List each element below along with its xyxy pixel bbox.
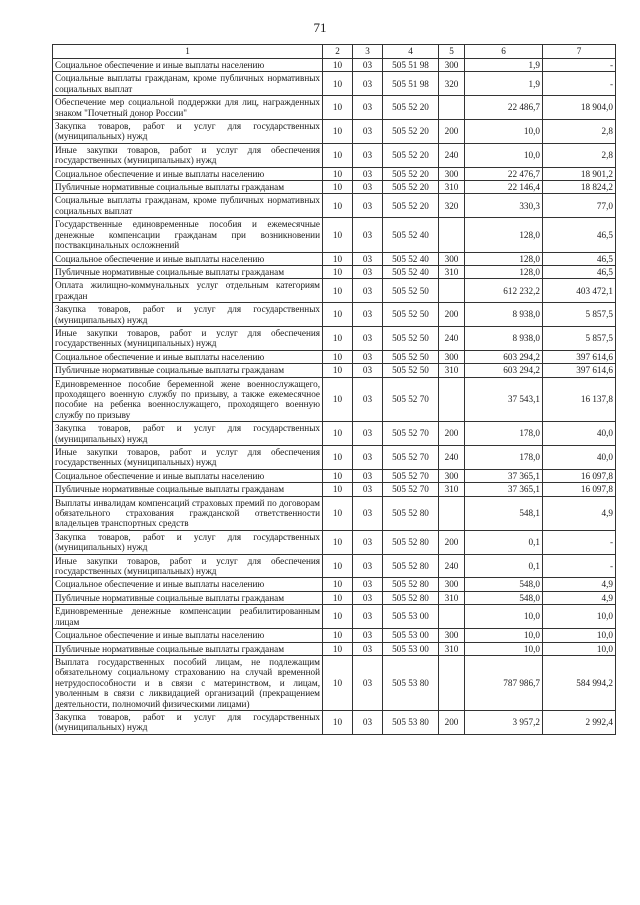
row-section: 10 — [323, 218, 353, 252]
row-expense-type — [439, 655, 465, 710]
row-target-code: 505 52 80 — [383, 591, 439, 604]
row-target-code: 505 52 20 — [383, 143, 439, 167]
row-section: 10 — [323, 377, 353, 422]
row-actual-amount: - — [543, 72, 616, 96]
row-subsection: 03 — [353, 710, 383, 734]
row-name: Закупка товаров, работ и услуг для государственных (муниципальных) нужд — [53, 120, 323, 144]
row-section: 10 — [323, 554, 353, 578]
row-target-code: 505 52 50 — [383, 279, 439, 303]
row-subsection: 03 — [353, 303, 383, 327]
row-subsection: 03 — [353, 120, 383, 144]
row-target-code: 505 52 70 — [383, 422, 439, 446]
row-actual-amount: 18 901,2 — [543, 167, 616, 180]
row-subsection: 03 — [353, 377, 383, 422]
row-expense-type: 240 — [439, 554, 465, 578]
row-actual-amount: 18 824,2 — [543, 181, 616, 194]
row-actual-amount: 4,9 — [543, 591, 616, 604]
row-name: Выплата государственных пособий лицам, не подлежащим обязательному социальному страхованию на случай временной нетрудоспособности и в связи с материнством, и лицам, уволенным в связи с ликвидацией организаций (прекращением деятельности, полномочий физическими лицами) — [53, 655, 323, 710]
row-name: Публичные нормативные социальные выплаты гражданам — [53, 483, 323, 496]
row-target-code: 505 52 20 — [383, 167, 439, 180]
row-subsection: 03 — [353, 578, 383, 591]
row-expense-type — [439, 279, 465, 303]
table-row — [53, 629, 616, 642]
col-header-6: 6 — [465, 45, 543, 59]
row-target-code: 505 52 50 — [383, 326, 439, 350]
row-section: 10 — [323, 120, 353, 144]
row-section: 10 — [323, 167, 353, 180]
row-expense-type: 200 — [439, 120, 465, 144]
col-header-1: 1 — [53, 45, 323, 59]
row-plan-amount: 178,0 — [465, 446, 543, 470]
row-target-code: 505 52 40 — [383, 265, 439, 278]
table-body — [53, 59, 616, 735]
row-expense-type — [439, 377, 465, 422]
page-number: 71 — [313, 20, 327, 35]
row-plan-amount: 0,1 — [465, 530, 543, 554]
col-header-4: 4 — [383, 45, 439, 59]
table-row — [53, 496, 616, 530]
row-subsection: 03 — [353, 364, 383, 377]
row-target-code: 505 52 80 — [383, 578, 439, 591]
row-plan-amount: 787 986,7 — [465, 655, 543, 710]
row-section: 10 — [323, 496, 353, 530]
row-expense-type: 300 — [439, 578, 465, 591]
budget-table — [52, 44, 616, 735]
table-row — [53, 72, 616, 96]
row-expense-type: 300 — [439, 469, 465, 482]
row-name: Обеспечение мер социальной поддержки для лиц, награжденных знаком "Почетный донор России" — [53, 96, 323, 120]
table-row — [53, 120, 616, 144]
table-row — [53, 642, 616, 655]
row-name: Оплата жилищно-коммунальных услуг отдельным категориям граждан — [53, 279, 323, 303]
row-actual-amount: 403 472,1 — [543, 279, 616, 303]
table-row — [53, 446, 616, 470]
row-subsection: 03 — [353, 605, 383, 629]
row-subsection: 03 — [353, 655, 383, 710]
row-name: Государственные единовременные пособия и ежемесячные денежные компенсации гражданам при возникновении поствакцинальных осложнений — [53, 218, 323, 252]
row-section: 10 — [323, 194, 353, 218]
row-expense-type: 200 — [439, 710, 465, 734]
row-target-code: 505 52 70 — [383, 377, 439, 422]
row-target-code: 505 53 00 — [383, 629, 439, 642]
row-section: 10 — [323, 591, 353, 604]
row-subsection: 03 — [353, 629, 383, 642]
row-subsection: 03 — [353, 265, 383, 278]
row-name: Социальное обеспечение и иные выплаты населению — [53, 350, 323, 363]
row-actual-amount: 10,0 — [543, 605, 616, 629]
row-name: Единовременное пособие беременной жене военнослужащего, проходящего военную службу по призыву, а также ежемесячное пособие на ребенка военнослужащего, проходящего военную службу по призыву — [53, 377, 323, 422]
row-target-code: 505 52 20 — [383, 181, 439, 194]
row-expense-type: 310 — [439, 265, 465, 278]
row-subsection: 03 — [353, 350, 383, 363]
row-section: 10 — [323, 469, 353, 482]
row-name: Социальные выплаты гражданам, кроме публичных нормативных социальных выплат — [53, 194, 323, 218]
row-plan-amount: 3 957,2 — [465, 710, 543, 734]
row-name: Выплаты инвалидам компенсаций страховых премий по договорам обязательного страхования гражданской ответственности владельцев транспортных средств — [53, 496, 323, 530]
table-row — [53, 96, 616, 120]
row-plan-amount: 128,0 — [465, 218, 543, 252]
row-actual-amount: 40,0 — [543, 446, 616, 470]
row-plan-amount: 612 232,2 — [465, 279, 543, 303]
row-name: Закупка товаров, работ и услуг для государственных (муниципальных) нужд — [53, 710, 323, 734]
row-section: 10 — [323, 710, 353, 734]
row-name: Иные закупки товаров, работ и услуг для обеспечения государственных (муниципальных) нужд — [53, 143, 323, 167]
row-name: Социальное обеспечение и иные выплаты населению — [53, 167, 323, 180]
row-target-code: 505 52 20 — [383, 194, 439, 218]
row-subsection: 03 — [353, 143, 383, 167]
row-expense-type: 320 — [439, 72, 465, 96]
row-section: 10 — [323, 629, 353, 642]
table-row — [53, 265, 616, 278]
table-row — [53, 377, 616, 422]
row-plan-amount: 1,9 — [465, 72, 543, 96]
row-target-code: 505 52 80 — [383, 554, 439, 578]
row-actual-amount: 16 097,8 — [543, 469, 616, 482]
row-subsection: 03 — [353, 59, 383, 72]
row-expense-type — [439, 96, 465, 120]
row-actual-amount: 397 614,6 — [543, 364, 616, 377]
row-actual-amount: 77,0 — [543, 194, 616, 218]
row-actual-amount: 18 904,0 — [543, 96, 616, 120]
table-row — [53, 554, 616, 578]
row-name: Закупка товаров, работ и услуг для государственных (муниципальных) нужд — [53, 530, 323, 554]
row-plan-amount: 548,1 — [465, 496, 543, 530]
row-actual-amount: - — [543, 530, 616, 554]
table-row — [53, 279, 616, 303]
col-header-2: 2 — [323, 45, 353, 59]
table-row — [53, 710, 616, 734]
row-section: 10 — [323, 446, 353, 470]
row-subsection: 03 — [353, 469, 383, 482]
row-name: Публичные нормативные социальные выплаты гражданам — [53, 265, 323, 278]
row-section: 10 — [323, 326, 353, 350]
table-row — [53, 218, 616, 252]
row-target-code: 505 52 70 — [383, 483, 439, 496]
row-expense-type: 200 — [439, 422, 465, 446]
row-target-code: 505 51 98 — [383, 72, 439, 96]
row-name: Публичные нормативные социальные выплаты гражданам — [53, 181, 323, 194]
row-section: 10 — [323, 483, 353, 496]
row-section: 10 — [323, 252, 353, 265]
row-section: 10 — [323, 279, 353, 303]
table-row — [53, 326, 616, 350]
row-plan-amount: 128,0 — [465, 265, 543, 278]
table-row — [53, 364, 616, 377]
row-name: Иные закупки товаров, работ и услуг для обеспечения государственных (муниципальных) нужд — [53, 326, 323, 350]
table-row — [53, 578, 616, 591]
row-target-code: 505 52 40 — [383, 252, 439, 265]
row-subsection: 03 — [353, 446, 383, 470]
row-subsection: 03 — [353, 96, 383, 120]
row-expense-type: 310 — [439, 181, 465, 194]
table-row — [53, 194, 616, 218]
row-plan-amount: 10,0 — [465, 642, 543, 655]
row-name: Публичные нормативные социальные выплаты гражданам — [53, 364, 323, 377]
row-section: 10 — [323, 655, 353, 710]
table-row — [53, 469, 616, 482]
row-subsection: 03 — [353, 496, 383, 530]
row-name: Иные закупки товаров, работ и услуг для обеспечения государственных (муниципальных) нужд — [53, 554, 323, 578]
row-expense-type: 300 — [439, 59, 465, 72]
row-actual-amount: 10,0 — [543, 642, 616, 655]
row-target-code: 505 52 80 — [383, 530, 439, 554]
row-subsection: 03 — [353, 326, 383, 350]
row-expense-type: 240 — [439, 446, 465, 470]
row-subsection: 03 — [353, 194, 383, 218]
row-plan-amount: 8 938,0 — [465, 303, 543, 327]
table-row — [53, 167, 616, 180]
col-header-7: 7 — [543, 45, 616, 59]
row-plan-amount: 22 486,7 — [465, 96, 543, 120]
row-actual-amount: 16 097,8 — [543, 483, 616, 496]
row-actual-amount: 4,9 — [543, 578, 616, 591]
row-plan-amount: 8 938,0 — [465, 326, 543, 350]
col-header-3: 3 — [353, 45, 383, 59]
row-actual-amount: 46,5 — [543, 218, 616, 252]
row-actual-amount: 5 857,5 — [543, 303, 616, 327]
row-name: Социальное обеспечение и иные выплаты населению — [53, 59, 323, 72]
table-row — [53, 655, 616, 710]
row-name: Закупка товаров, работ и услуг для государственных (муниципальных) нужд — [53, 303, 323, 327]
table-row — [53, 252, 616, 265]
row-plan-amount: 10,0 — [465, 120, 543, 144]
row-expense-type — [439, 496, 465, 530]
row-actual-amount: 4,9 — [543, 496, 616, 530]
row-subsection: 03 — [353, 483, 383, 496]
row-plan-amount: 10,0 — [465, 629, 543, 642]
table-row — [53, 350, 616, 363]
row-plan-amount: 178,0 — [465, 422, 543, 446]
row-subsection: 03 — [353, 530, 383, 554]
row-actual-amount: 5 857,5 — [543, 326, 616, 350]
row-name: Социальные выплаты гражданам, кроме публичных нормативных социальных выплат — [53, 72, 323, 96]
row-expense-type: 310 — [439, 483, 465, 496]
row-plan-amount: 548,0 — [465, 591, 543, 604]
row-section: 10 — [323, 72, 353, 96]
row-actual-amount: - — [543, 554, 616, 578]
row-target-code: 505 52 80 — [383, 496, 439, 530]
row-section: 10 — [323, 364, 353, 377]
row-section: 10 — [323, 578, 353, 591]
row-name: Закупка товаров, работ и услуг для государственных (муниципальных) нужд — [53, 422, 323, 446]
row-subsection: 03 — [353, 642, 383, 655]
row-target-code: 505 52 40 — [383, 218, 439, 252]
row-actual-amount: 46,5 — [543, 265, 616, 278]
row-target-code: 505 53 80 — [383, 655, 439, 710]
table-row — [53, 591, 616, 604]
row-subsection: 03 — [353, 591, 383, 604]
row-section: 10 — [323, 59, 353, 72]
row-section: 10 — [323, 303, 353, 327]
row-section: 10 — [323, 143, 353, 167]
row-section: 10 — [323, 605, 353, 629]
row-subsection: 03 — [353, 279, 383, 303]
row-expense-type — [439, 605, 465, 629]
row-target-code: 505 53 00 — [383, 642, 439, 655]
row-section: 10 — [323, 350, 353, 363]
row-actual-amount: 40,0 — [543, 422, 616, 446]
row-plan-amount: 603 294,2 — [465, 350, 543, 363]
row-subsection: 03 — [353, 167, 383, 180]
row-plan-amount: 1,9 — [465, 59, 543, 72]
row-section: 10 — [323, 530, 353, 554]
row-section: 10 — [323, 181, 353, 194]
row-actual-amount: 16 137,8 — [543, 377, 616, 422]
table-row — [53, 303, 616, 327]
row-target-code: 505 52 20 — [383, 120, 439, 144]
row-name: Иные закупки товаров, работ и услуг для обеспечения государственных (муниципальных) нужд — [53, 446, 323, 470]
row-section: 10 — [323, 642, 353, 655]
table-row — [53, 530, 616, 554]
row-plan-amount: 128,0 — [465, 252, 543, 265]
row-plan-amount: 603 294,2 — [465, 364, 543, 377]
col-header-5: 5 — [439, 45, 465, 59]
row-target-code: 505 52 50 — [383, 350, 439, 363]
table-row — [53, 422, 616, 446]
row-name: Социальное обеспечение и иные выплаты населению — [53, 469, 323, 482]
row-plan-amount: 22 476,7 — [465, 167, 543, 180]
row-expense-type: 200 — [439, 530, 465, 554]
table-row — [53, 59, 616, 72]
row-name: Единовременные денежные компенсации реабилитированным лицам — [53, 605, 323, 629]
row-actual-amount: 397 614,6 — [543, 350, 616, 363]
row-target-code: 505 52 50 — [383, 303, 439, 327]
table-row — [53, 483, 616, 496]
row-plan-amount: 10,0 — [465, 605, 543, 629]
row-name: Социальное обеспечение и иные выплаты населению — [53, 629, 323, 642]
row-expense-type: 300 — [439, 167, 465, 180]
row-expense-type: 310 — [439, 364, 465, 377]
row-actual-amount: 2,8 — [543, 143, 616, 167]
row-actual-amount: - — [543, 59, 616, 72]
row-plan-amount: 0,1 — [465, 554, 543, 578]
row-expense-type: 300 — [439, 252, 465, 265]
row-actual-amount: 584 994,2 — [543, 655, 616, 710]
row-actual-amount: 2,8 — [543, 120, 616, 144]
row-expense-type: 320 — [439, 194, 465, 218]
row-subsection: 03 — [353, 72, 383, 96]
row-subsection: 03 — [353, 181, 383, 194]
table-row — [53, 143, 616, 167]
row-plan-amount: 22 146,4 — [465, 181, 543, 194]
row-expense-type: 310 — [439, 642, 465, 655]
row-subsection: 03 — [353, 554, 383, 578]
row-name: Социальное обеспечение и иные выплаты населению — [53, 252, 323, 265]
row-name: Публичные нормативные социальные выплаты гражданам — [53, 642, 323, 655]
row-target-code: 505 52 70 — [383, 469, 439, 482]
table-row — [53, 181, 616, 194]
row-subsection: 03 — [353, 252, 383, 265]
row-plan-amount: 37 365,1 — [465, 483, 543, 496]
row-target-code: 505 52 50 — [383, 364, 439, 377]
row-actual-amount: 10,0 — [543, 629, 616, 642]
row-name: Публичные нормативные социальные выплаты гражданам — [53, 591, 323, 604]
row-section: 10 — [323, 96, 353, 120]
row-expense-type: 200 — [439, 303, 465, 327]
row-expense-type: 300 — [439, 350, 465, 363]
table-row — [53, 605, 616, 629]
row-actual-amount: 46,5 — [543, 252, 616, 265]
row-plan-amount: 330,3 — [465, 194, 543, 218]
row-plan-amount: 10,0 — [465, 143, 543, 167]
row-target-code: 505 52 70 — [383, 446, 439, 470]
row-target-code: 505 52 20 — [383, 96, 439, 120]
row-actual-amount: 2 992,4 — [543, 710, 616, 734]
row-plan-amount: 37 543,1 — [465, 377, 543, 422]
row-plan-amount: 548,0 — [465, 578, 543, 591]
row-expense-type: 240 — [439, 326, 465, 350]
row-expense-type — [439, 218, 465, 252]
row-name: Социальное обеспечение и иные выплаты населению — [53, 578, 323, 591]
row-target-code: 505 53 00 — [383, 605, 439, 629]
row-target-code: 505 53 80 — [383, 710, 439, 734]
row-section: 10 — [323, 265, 353, 278]
row-expense-type: 300 — [439, 629, 465, 642]
row-target-code: 505 51 98 — [383, 59, 439, 72]
row-section: 10 — [323, 422, 353, 446]
row-expense-type: 310 — [439, 591, 465, 604]
row-subsection: 03 — [353, 218, 383, 252]
row-expense-type: 240 — [439, 143, 465, 167]
header-row — [53, 45, 616, 59]
row-subsection: 03 — [353, 422, 383, 446]
row-plan-amount: 37 365,1 — [465, 469, 543, 482]
